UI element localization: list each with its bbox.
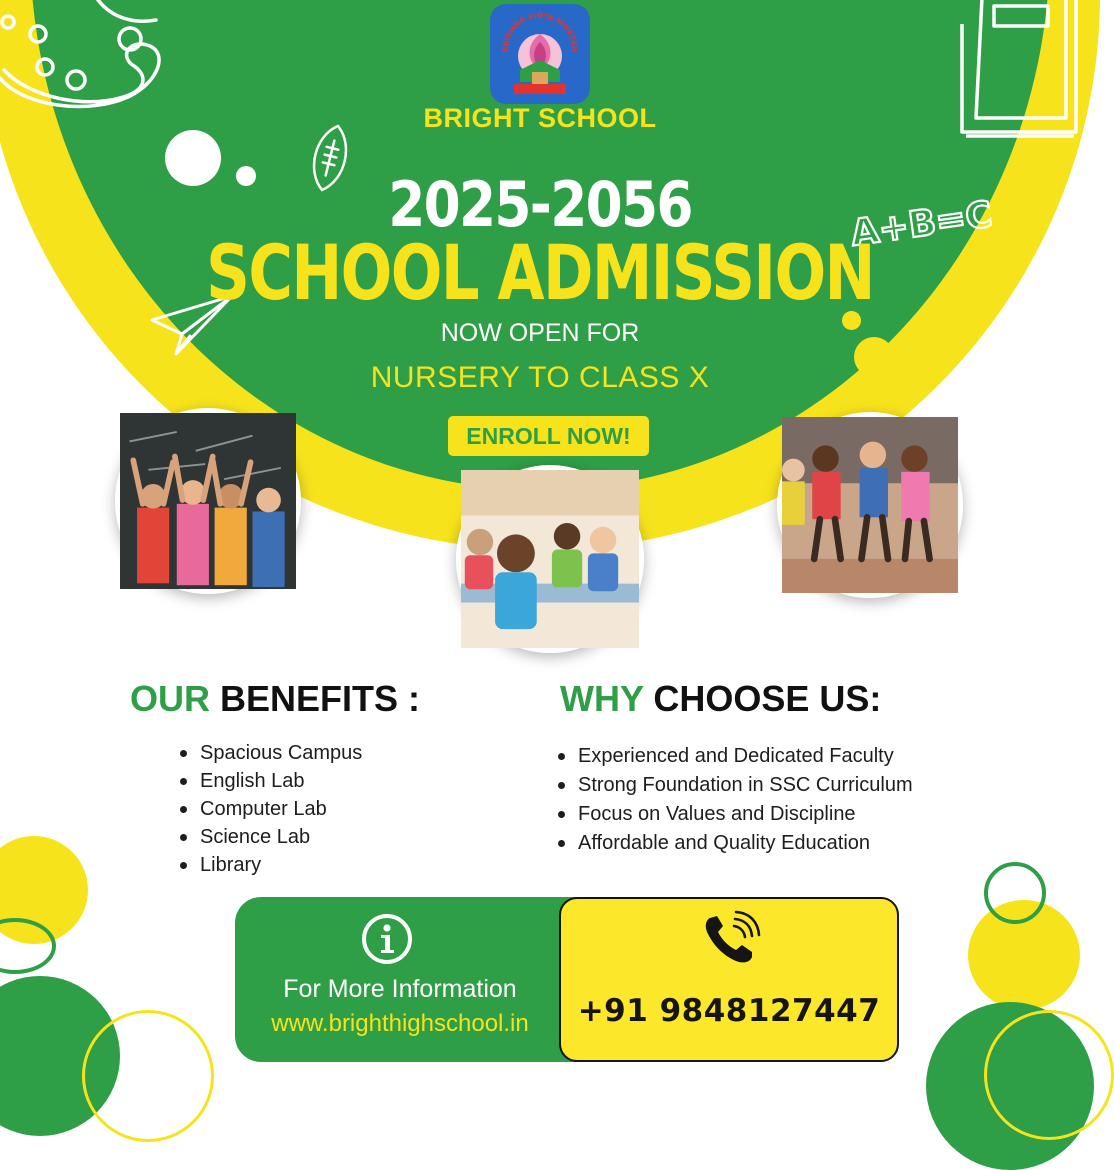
abc-equation-text: A+B=C — [848, 194, 995, 255]
benefits-title-accent: OUR — [130, 678, 210, 719]
why-choose-list — [556, 742, 913, 858]
decor-circle — [984, 1010, 1114, 1140]
headline: SCHOOL ADMISSION — [206, 228, 874, 317]
benefits-list — [178, 739, 362, 879]
phone-number[interactable]: +91 9848127447 — [577, 993, 881, 1029]
decor-circle — [984, 862, 1046, 924]
classes-range: NURSERY TO CLASS X — [370, 361, 710, 394]
list-item: Library — [178, 851, 362, 879]
list-item: Affordable and Quality Education — [556, 829, 913, 858]
school-logo — [490, 4, 590, 104]
school-name: BRIGHT SCHOOL — [423, 103, 657, 133]
info-icon — [360, 912, 414, 966]
benefits-title-rest: BENEFITS : — [210, 678, 421, 719]
why-choose-title — [560, 678, 881, 720]
list-item: English Lab — [178, 767, 362, 795]
list-item: Science Lab — [178, 823, 362, 851]
list-item: Computer Lab — [178, 795, 362, 823]
kids-in-classroom-photo — [456, 465, 644, 653]
logo-arc-text: KRISHNA VIDYA NIKETAN — [500, 10, 580, 53]
list-item: Focus on Values and Discipline — [556, 800, 913, 829]
subline: NOW OPEN FOR — [440, 319, 640, 347]
phone-ringing-icon — [700, 910, 760, 966]
paint-palette-doodle-icon — [0, 0, 170, 120]
why-choose-title-accent: WHY — [560, 678, 644, 719]
benefits-title — [130, 678, 420, 720]
academic-year: 2025-2056 — [388, 168, 692, 241]
why-choose-title-rest: CHOOSE US: — [643, 678, 882, 719]
info-label: For More Information — [283, 975, 517, 1003]
list-item: Experienced and Dedicated Faculty — [556, 742, 913, 771]
decor-circle — [82, 1010, 214, 1142]
enroll-now-button[interactable]: ENROLL NOW! — [448, 416, 649, 456]
students-cheering-photo — [115, 408, 301, 594]
list-item: Spacious Campus — [178, 739, 362, 767]
website-link[interactable]: www.brighthighschool.in — [271, 1010, 529, 1037]
list-item: Strong Foundation in SSC Curriculum — [556, 771, 913, 800]
kids-running-photo — [777, 412, 963, 598]
